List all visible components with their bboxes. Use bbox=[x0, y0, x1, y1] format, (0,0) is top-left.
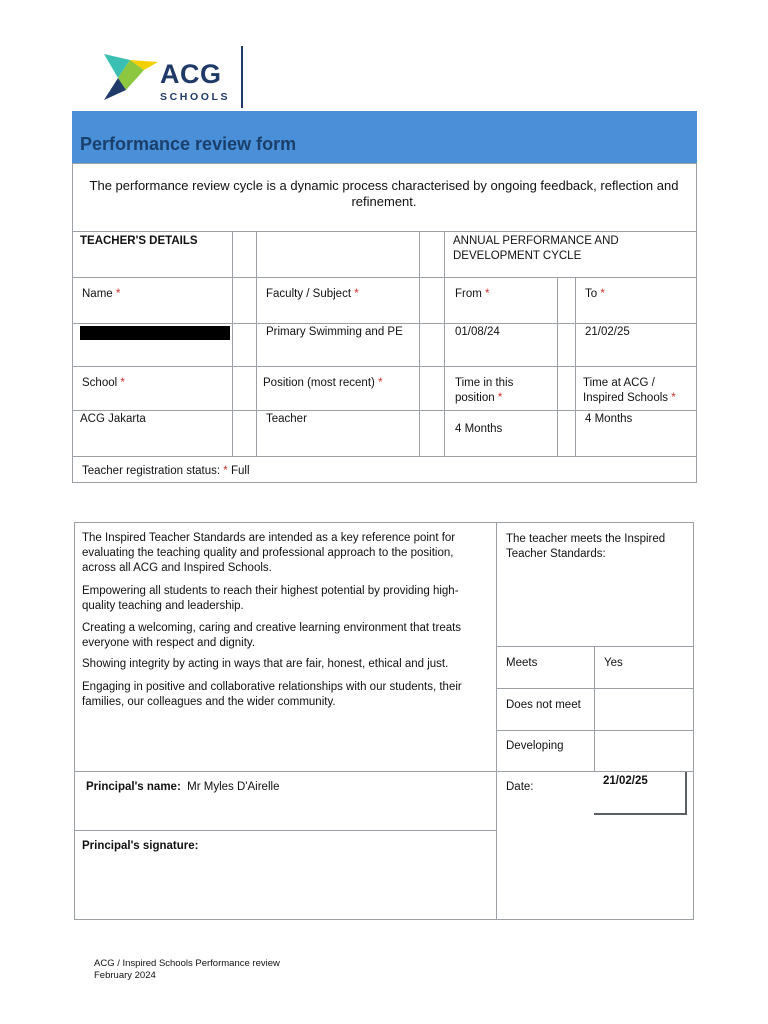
divider bbox=[557, 277, 558, 456]
school-value: ACG Jakarta bbox=[80, 413, 146, 425]
name-label: Name * bbox=[82, 288, 121, 300]
divider bbox=[444, 231, 445, 456]
divider bbox=[232, 231, 233, 456]
divider bbox=[419, 231, 420, 456]
developing-label: Developing bbox=[506, 740, 564, 752]
redacted-name-value bbox=[80, 326, 230, 340]
footer-line1: ACG / Inspired Schools Performance review bbox=[94, 958, 280, 969]
position-label: Position (most recent) * bbox=[263, 377, 383, 389]
time-in-position-label-line2: position * bbox=[455, 392, 503, 404]
to-value: 21/02/25 bbox=[585, 326, 630, 338]
divider bbox=[72, 366, 697, 367]
time-in-position-label-line1: Time in this bbox=[455, 377, 514, 389]
time-at-acg-label-line1: Time at ACG / bbox=[583, 377, 655, 389]
does-not-meet-label: Does not meet bbox=[506, 699, 581, 711]
divider bbox=[72, 410, 697, 411]
divider bbox=[72, 163, 697, 164]
time-in-position-value: 4 Months bbox=[455, 423, 503, 435]
to-label: To * bbox=[585, 288, 605, 300]
divider bbox=[575, 277, 576, 456]
from-label: From * bbox=[455, 288, 490, 300]
from-value: 01/08/24 bbox=[455, 326, 500, 338]
divider bbox=[72, 277, 697, 278]
standard-3: Showing integrity by acting in ways that are fair, honest, ethical and just. bbox=[82, 658, 449, 670]
divider bbox=[496, 646, 694, 647]
divider bbox=[256, 231, 257, 456]
faculty-value: Primary Swimming and PE bbox=[266, 326, 403, 338]
standards-table bbox=[74, 522, 694, 920]
divider bbox=[74, 830, 496, 831]
standard-1-line1: Empowering all students to reach their highest potential by providing high- bbox=[82, 585, 459, 597]
registration-status: Teacher registration status: * Full bbox=[82, 465, 250, 477]
standards-intro-line2: evaluating the teaching quality and professional approach to the position, bbox=[82, 547, 454, 559]
meets-label: Meets bbox=[506, 657, 538, 669]
divider bbox=[594, 646, 595, 772]
form-title: Performance review form bbox=[80, 134, 297, 154]
form-intro: The performance review cycle is a dynamic process characterised by ongoing feedback, reflection and refinement. bbox=[89, 178, 679, 209]
cycle-label-line2: DEVELOPMENT CYCLE bbox=[453, 250, 582, 262]
standards-intro-line3: across all ACG and Inspired Schools. bbox=[82, 562, 272, 574]
logo-sub: SCHOOLS bbox=[160, 91, 231, 103]
divider bbox=[72, 456, 697, 457]
position-value: Teacher bbox=[266, 413, 307, 425]
footer-line2: February 2024 bbox=[94, 970, 156, 981]
faculty-label: Faculty / Subject * bbox=[266, 288, 359, 300]
logo-divider bbox=[241, 46, 243, 108]
divider bbox=[496, 730, 694, 731]
standard-1-line2: quality teaching and leadership. bbox=[82, 600, 244, 612]
divider bbox=[72, 231, 697, 232]
principal-signature-label: Principal's signature: bbox=[82, 840, 199, 852]
meets-value: Yes bbox=[604, 657, 623, 669]
cycle-label-line1: ANNUAL PERFORMANCE AND bbox=[453, 235, 619, 247]
date-value: 21/02/25 bbox=[603, 775, 648, 787]
standard-4-line1: Engaging in positive and collaborative relationships with our students, their bbox=[82, 681, 462, 693]
principal-name: Principal's name: Mr Myles D'Airelle bbox=[86, 781, 280, 793]
standard-4-line2: families, our colleagues and the wider community. bbox=[82, 696, 336, 708]
divider bbox=[496, 688, 694, 689]
teacher-details-label: TEACHER'S DETAILS bbox=[80, 235, 198, 247]
time-at-acg-value: 4 Months bbox=[585, 413, 633, 425]
divider bbox=[496, 522, 497, 920]
logo-name: ACG bbox=[160, 59, 222, 89]
meets-header-line2: Teacher Standards: bbox=[506, 548, 606, 560]
standard-2-line2: everyone with respect and dignity. bbox=[82, 637, 256, 649]
standard-2-line1: Creating a welcoming, caring and creative learning environment that treats bbox=[82, 622, 462, 634]
meets-header-line1: The teacher meets the Inspired bbox=[506, 533, 666, 545]
divider bbox=[72, 323, 697, 324]
date-label: Date: bbox=[506, 781, 534, 793]
time-at-acg-label-line2: Inspired Schools * bbox=[583, 392, 676, 404]
school-label: School * bbox=[82, 377, 125, 389]
standards-intro-line1: The Inspired Teacher Standards are intended as a key reference point for bbox=[82, 532, 456, 544]
